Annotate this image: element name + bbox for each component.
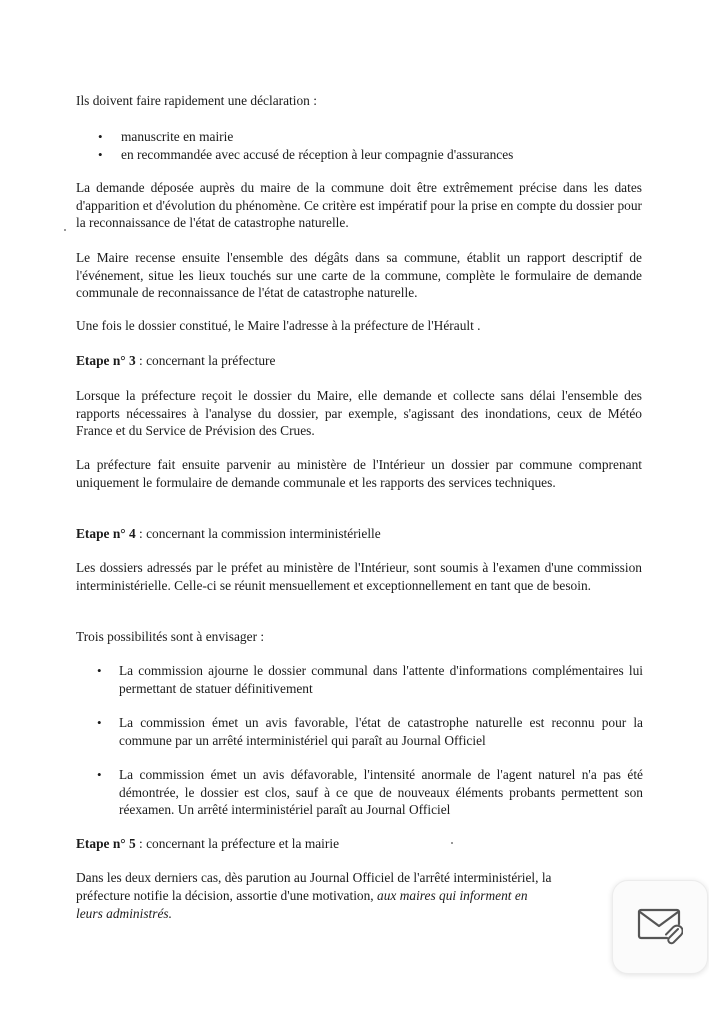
bullet-dot: •: [97, 663, 102, 678]
intro-line: Ils doivent faire rapidement une déclaration :: [76, 93, 317, 108]
scan-speck: [64, 229, 66, 231]
step-4-text: : concernant la commission interministérielle: [135, 526, 381, 541]
step-4-heading: [76, 525, 642, 543]
paragraph-final-line-1: Dans les deux derniers cas, dès parution au Journal Officiel de l'arrêté interministériel, la: [76, 870, 552, 885]
step-3-label: Etape n° 3: [76, 353, 136, 368]
step-3-heading: [76, 352, 642, 370]
paragraph-final-line-2: [76, 887, 676, 905]
bullet-dot: •: [98, 147, 103, 162]
bullet-recommandee: en recommandée avec accusé de réception à leur compagnie d'assurances: [121, 147, 514, 162]
possibility-ajourne: La commission ajourne le dossier communal dans l'attente d'informations complémentaires lui permettant de statuer définitivement: [119, 663, 643, 696]
paragraph-demande: La demande déposée auprès du maire de la commune doit être extrêmement précise dans les dates d'apparition et d'évolution du phénomène. Ce critère est impératif pour la prise en compte du dossier pour la reconnaissance de l'état de catastrophe naturelle.: [76, 180, 642, 231]
paragraph-maire: Le Maire recense ensuite l'ensemble des dégâts dans sa commune, établit un rapport descriptif de l'événement, situe les lieux touchés sur une carte de la commune, complète le formulaire de demande communale de reconnaissance de l'état de catastrophe naturelle.: [76, 250, 642, 301]
step-3-text: : concernant la préfecture: [135, 353, 276, 368]
final-line-3-italic: leurs administrés.: [76, 906, 172, 921]
paragraph-prefecture-ministere: La préfecture fait ensuite parvenir au ministère de l'Intérieur un dossier par commune comprenant uniquement le formulaire de demande communale et les rapports des services techniques.: [76, 457, 642, 490]
bullet-dot: •: [97, 767, 102, 782]
final-line-2-text: préfecture notifie la décision, assortie d'une motivation,: [76, 888, 378, 903]
step-5-label: Etape n° 5: [76, 836, 136, 851]
scan-speck: [451, 842, 453, 844]
paragraph-dossier: Une fois le dossier constitué, le Maire l'adresse à la préfecture de l'Hérault .: [76, 318, 481, 333]
possibility-favorable: La commission émet un avis favorable, l'état de catastrophe naturelle est reconnu pour la commune par un arrêté interministériel qui paraît au Journal Officiel: [119, 715, 643, 748]
paragraph-prefecture-collecte: Lorsque la préfecture reçoit le dossier du Maire, elle demande et collecte sans délai l'ensemble des rapports nécessaires à l'analyse du dossier, par exemple, s'agissant des inondations, ceux de Météo France et du Service de Prévision des Crues.: [76, 388, 642, 439]
mail-attachment-icon: [637, 907, 683, 947]
paragraph-trois-possibilites: Trois possibilités sont à envisager :: [76, 629, 265, 644]
mail-attachment-button[interactable]: [612, 880, 708, 974]
paragraph-commission: Les dossiers adressés par le préfet au ministère de l'Intérieur, sont soumis à l'examen d'une commission interministérielle. Celle-ci se réunit mensuellement et exceptionnellement en tant que de besoin.: [76, 560, 642, 593]
bullet-dot: •: [97, 715, 102, 730]
final-line-2-italic: aux maires qui informent en: [377, 888, 528, 903]
step-5-text: : concernant la préfecture et la mairie: [135, 836, 340, 851]
paragraph-final-line-3: [76, 905, 642, 923]
possibility-defavorable: La commission émet un avis défavorable, l'intensité anormale de l'agent naturel n'a pas été démontrée, le dossier est clos, sauf à ce que de nouveaux éléments probants permettent son réexamen. Un arrêté interministériel paraît au Journal Officiel: [119, 767, 643, 818]
bullet-manuscrite: manuscrite en mairie: [121, 129, 234, 144]
step-4-label: Etape n° 4: [76, 526, 136, 541]
bullet-dot: •: [98, 129, 103, 144]
step-5-heading: [76, 835, 642, 853]
